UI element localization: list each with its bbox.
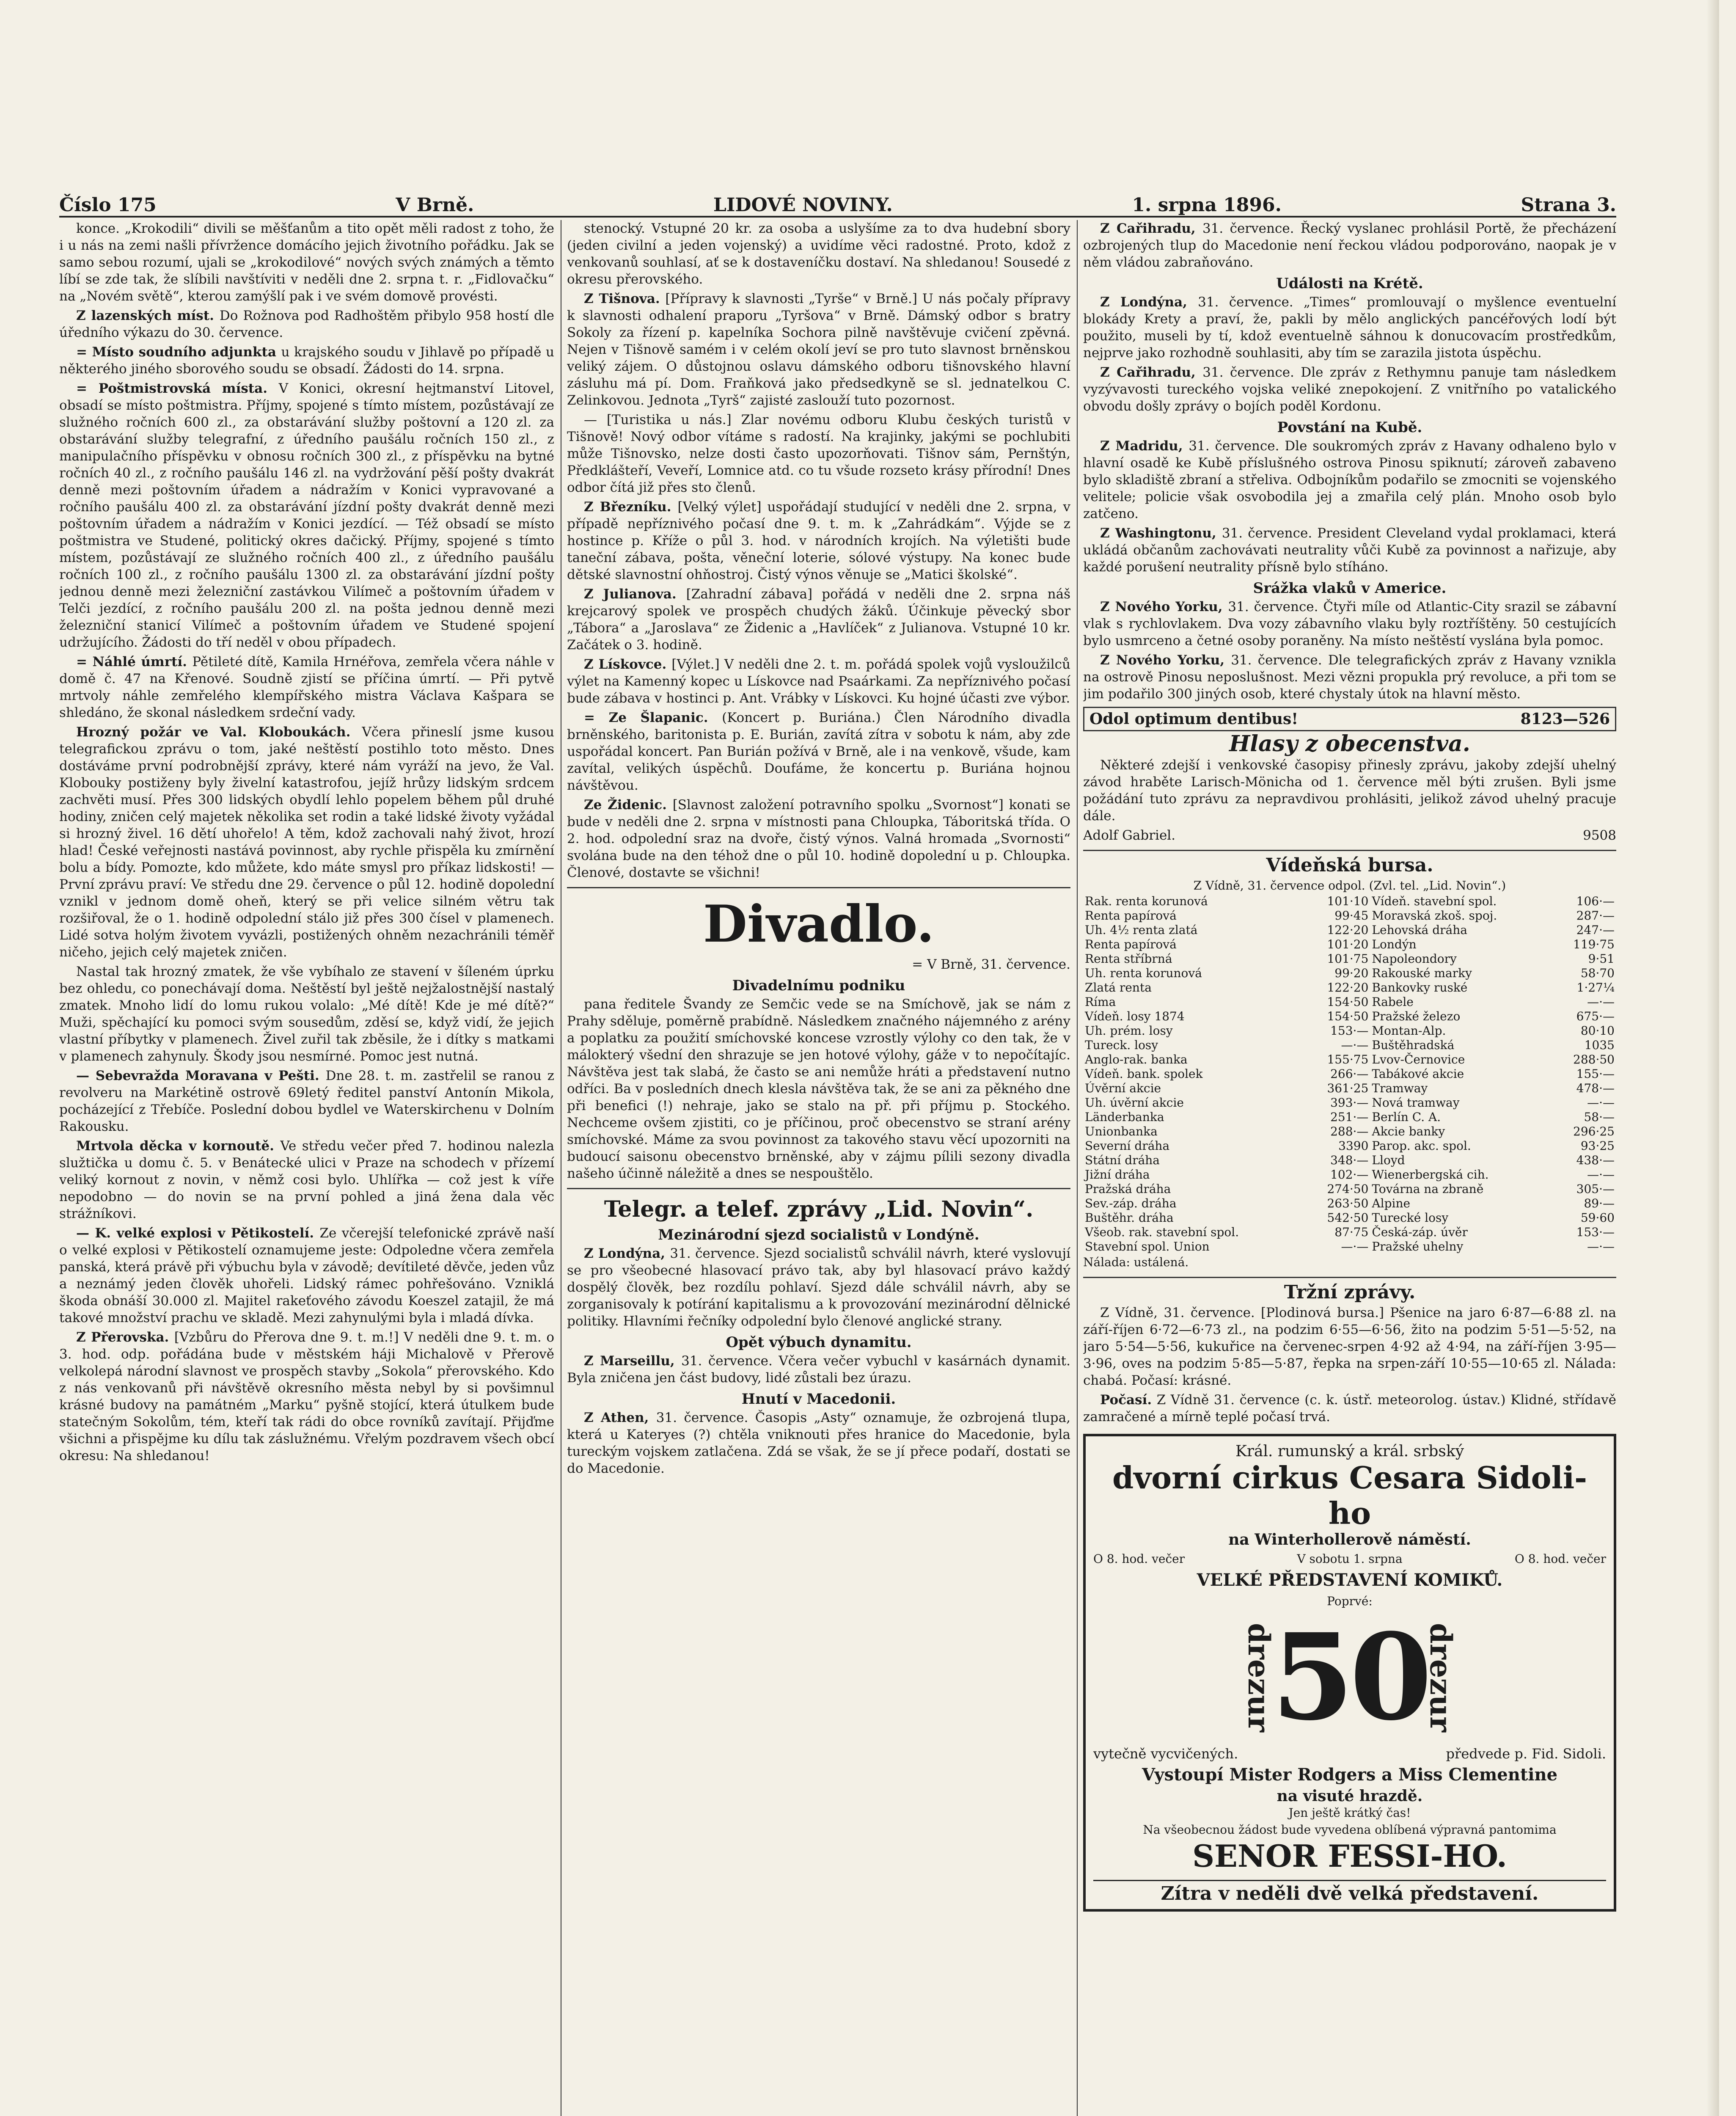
col1-article (59, 1138, 554, 1222)
col2-article (567, 411, 1070, 496)
bursa-row (1083, 1124, 1616, 1139)
telegr-item-dateline: Z Londýna, (584, 1246, 670, 1261)
col1-article-text: Nastal tak hrozný zmatek, že vše vybíhalo ze stavení v šíleném úprku bez ohledu, co ponechávají doma. Neštěstí byl ještě nejžalostnější nastalý zmatek. Mnoho lidí do lomu rukou volalo: „Mé dítě! Kde je mé dítě?“ Muži, spěchající ku pomoci svým sousedům, zděsí se, když vidí, že jejich vlastní příbytky v plamenech. Živel zuřil tak zběsile, že i dítky s matkami v plamenech zahynuly. Škody jsou nesmírné. Pomoc jest nutná. (59, 964, 554, 1064)
col1-article (59, 1329, 554, 1464)
bursa-name: Uh. úvěrní akcie (1085, 1096, 1184, 1110)
bursa-name: Severní dráha (1085, 1139, 1170, 1153)
page-edge (1706, 0, 1719, 2116)
circus-number: 50 (1271, 1608, 1428, 1747)
telegr-item (567, 1409, 1070, 1477)
col1-article-text: Do Rožnova pod Radhoštěm přibylo 958 hostí dle úředního výkazu do 30. července. (59, 308, 554, 340)
circus-caption-right: předvede p. Fid. Sidoli. (1446, 1746, 1606, 1762)
telegr-item-dateline: Z Athen, (584, 1410, 656, 1425)
page-number: Strana 3. (1521, 194, 1616, 216)
col2-article-heading: Z Julianova. (584, 587, 686, 602)
bursa-value: —·— (1587, 1096, 1615, 1110)
circus-trapeze: na visuté hrazdě. (1277, 1787, 1423, 1805)
col1-article-text: V Konici, okresní hejtmanství Litovel, obsadí se místo poštmistra. Příjmy, spojené s tímto místem, pozůstávají ze služného ročních 600 zl., za obstarávání služby poštovní a 120 zl. za obstarávání služby telegrafní, z úředního paušálu ročních 150 zl., z manipulačního příspěvku v obnosu ročních 300 zl., z příspěvku na bytné ročních 40 zl., z ročního paušálu 146 zl. na vydržování pěší pošty dvakrát denně mezi poštovním úřadem a nádražím v Konici vypravované a ročního paušálu 400 zl. za obstarávání jízdní pošty dvakrát denně mezi poštovním úřadem a nádražím v Konici jezdící. — Též obsadí se místo poštmistra ve Studené, politický okres dačický. Příjmy, spojené s tímto místem, pozůstávají ze služného ročních 400 zl., z úředního paušálu ročních 100 zl., z ročního paušálu 1300 zl. za obstarávání jízdní pošty jednou denně mezi železniční zastávkou Vilímeč a poštovním úřadem v Telči jezdící, z ročního paušálu 200 zl. na pošta jednou denně mezi železniční stanicí Vilímeč a poštovním úřadem ve Studené spojení udržujícího. Žádosti do tří neděl v obou případech. (59, 381, 554, 650)
col1-article-text: Ze včerejší telefonické zprávě naší o velké explosi v Pětikostelí oznamujeme jeste: Odpoledne včera zemřela panská, která právě při výbuchu byla v závodě; devítileté děvče, jeden vůz a neznámý jeden člověk uhořeli. Lidský rámec pohřešováno. Vzniklá škoda obnáší 30.000 zl. Majitel rakeťového závodu Koeszel zatajil, že má takové množství prachu ve skladě. Mezi zahynulými byla i mladá dívka. (59, 1226, 554, 1325)
page-header (59, 186, 1616, 218)
circus-senor: SENOR FESSI-HO. (1192, 1838, 1507, 1874)
odol-ad-text: Odol optimum dentibus! (1089, 710, 1299, 728)
col3-article-text: 31. července. Čtyři míle od Atlantic-City srazil se zábavní vlak s rychlovlakem. Dva vozy zábavního vlaku byly roztříštěny. 50 cestujících bylo usmrceno a četné osoby poraněny. Na místo neštěstí vyslána byla pomoc. (1083, 599, 1616, 648)
col3-article-heading: Z Nového Yorku, (1100, 653, 1231, 668)
telegr-item (567, 1353, 1070, 1386)
bursa-row (1083, 1038, 1616, 1052)
obecenstvo-number: 9508 (1583, 828, 1616, 843)
bursa-value: 675·— (1576, 1009, 1615, 1023)
bursa-name: Česká-záp. úvěr (1372, 1225, 1468, 1239)
col2-article (567, 586, 1070, 653)
col1-article-heading: Z Přerovska. (76, 1330, 174, 1345)
circus-caption (1093, 1745, 1606, 1762)
bursa-heading: Vídeňská bursa. (1266, 854, 1433, 876)
col3-article-heading: Z Londýna, (1100, 295, 1198, 310)
bursa-name: Ríma (1085, 995, 1116, 1009)
col2-article-heading: Ze Židenic. (584, 797, 673, 813)
bursa-name: Jižní dráha (1085, 1168, 1150, 1182)
circus-times (1093, 1551, 1606, 1568)
col2-article (567, 796, 1070, 881)
bursa-row (1083, 952, 1616, 966)
col2-article-text: (Koncert p. Buriána.) Člen Národního divadla brněnského, baritonista p. E. Burián, zavítá zítra v sobotu k nám, aby zde uspořádal koncert. Pan Burián požívá v Brně, ale i na venkově, všude, kam zavítal, velikých úspěchů. Doufáme, že koncertu p. Buriána hojnou návštěvou. (567, 710, 1070, 793)
col2-article-heading: Z Březníku. (584, 499, 678, 515)
col1-article (59, 653, 554, 721)
pocasi-text: Z Vídně 31. července (c. k. ústř. meteorolog. ústav.) Klidné, střídavě zamračené a mírně teplé počasí trvá. (1083, 1392, 1616, 1424)
bursa-value: 296·25 (1573, 1124, 1615, 1138)
col1-article (59, 724, 554, 961)
telegr-item-heading: Hnutí v Macedonii. (741, 1391, 896, 1408)
col2-article-text: [Přípravy k slavnosti „Tyrše“ v Brně.] U nás počaly přípravy k slavnosti odhalení praporu „Tyršova“ v Brně. Dámský odbor s bratry Sokoly za řízení p. kapelníka Sochora pilně navštěvuje cvičení zpěvná. Nejen v Tišnově samém i v celém okolí jeví se pro tuto slavnost brněnskou veliký zájem. O důstojnou oslavu dámského odboru tišnovského hlavní zásluhu má pí. Dom. Fraňková jako předsedkyně se sl. jednatelkou C. Zelinkovou. Jednota „Tyrš“ zajisté zaslouží tuto pozornost. (567, 291, 1070, 408)
bursa-name: Wienerbergská cih. (1372, 1168, 1489, 1182)
bursa-name: Tureck. losy (1085, 1038, 1158, 1052)
masthead-title: LIDOVÉ NOVINY. (713, 194, 893, 216)
bursa-value: 89·— (1584, 1196, 1615, 1210)
col2-article (567, 220, 1070, 288)
bursa-row (1083, 1211, 1616, 1225)
col2-article-text: — [Turistika u nás.] Zlar novému odboru Klubu českých turistů v Tišnově! Nový odbor vítáme s radostí. Na krajinky, jakými se pochlubiti může Tišnovsko, nelze dosti často upozorňovati. Tišnov sám, Pernštýn, Předklášteří, Veveří, Lomnice atd. co tu všude rozseto krásy přírodní! Dnes odbor čítá již přes sto členů. (567, 412, 1070, 495)
bursa-name: Lloyd (1372, 1153, 1405, 1167)
col3-article-heading: Z Cařihradu, (1100, 365, 1203, 380)
bursa-row (1083, 1024, 1616, 1038)
circus-act: Vystoupí Mister Rodgers a Miss Clementine (1142, 1765, 1558, 1785)
bursa-value: —·— (1587, 1240, 1615, 1254)
divadlo-dateline: = V Brně, 31. července. (912, 957, 1070, 972)
col1-article (59, 1067, 554, 1135)
bursa-value: 266·— (1330, 1067, 1369, 1081)
bursa-name: Buštěhr. dráha (1085, 1211, 1174, 1225)
bursa-name: Renta stříbrná (1085, 952, 1172, 966)
circus-caption-left: vytečně vycvičených. (1093, 1746, 1238, 1762)
column-rule-2 (1077, 220, 1078, 2116)
bursa-value: 155·75 (1327, 1052, 1369, 1066)
bursa-name: Pražské železo (1372, 1009, 1461, 1023)
bursa-row (1083, 1139, 1616, 1153)
circus-sunday: Zítra v neděli dvě velká představení. (1093, 1880, 1606, 1902)
col3-article-heading: Z Cařihradu, (1100, 221, 1202, 236)
obecenstvo-text: Některé zdejší i venkovské časopisy přinesly zprávu, jakoby zdejší uhelný závod hraběte Larisch-Mönicha od 1. července měl býti zrušen. Byli jsme požádání tuto zprávu za nepravdivou prohlásiti, jelikož závod uhelný pracuje dále. (1083, 758, 1616, 824)
bursa-name: Londýn (1372, 937, 1417, 951)
bursa-row (1083, 966, 1616, 981)
col3-section-heading: Srážka vlaků v Americe. (1253, 580, 1447, 597)
circus-ad (1083, 1434, 1616, 1912)
bursa-name: Alpine (1372, 1196, 1411, 1210)
bursa-value: 80·10 (1580, 1024, 1615, 1038)
bursa-name: Vídeň. losy 1874 (1085, 1009, 1185, 1023)
col2-article-text: [Zahradní zábava] pořádá v neděli dne 2. srpna náš krejcarový spolek ve prospěch chudých žáků. Účinkuje pěvecký sbor „Tábora“ a „Jaroslava“ ze Židenic a „Havlíček“ z Julianova. Vstupné 10 kr. Začátek o 3. hodině. (567, 587, 1070, 653)
col1-article-heading: = Poštmistrovská místa. (76, 381, 279, 396)
col2-article-text: [Velký výlet] uspořádají studující v neděli dne 2. srpna, v případě nepříznivého počasí dne 9. t. m. k „Zahrádkám“. Výjde se z hostince p. Kříže o půl 3. hod. v národních krojích. Na výletišti bude taneční zábava, pošta, věneční loterie, sólové výstupy. Na konec bude dětské slavnostní ohňostroj. Čistý výnos věnuje se „Matici školské“. (567, 499, 1070, 582)
bursa-value: 101·20 (1327, 937, 1369, 951)
bursa-value: —·— (1587, 995, 1615, 1009)
col2-article-heading: Z Lískovce. (584, 657, 672, 672)
circus-short-time: Jen ještě krátký čas! (1288, 1806, 1411, 1820)
bursa-row (1083, 1052, 1616, 1067)
bursa-name: Montan-Alp. (1372, 1024, 1446, 1038)
trzni-heading: Tržní zprávy. (1284, 1281, 1416, 1303)
bursa-row (1083, 1096, 1616, 1110)
circus-time-left: O 8. hod. večer (1093, 1552, 1185, 1566)
bursa-name: Nová tramway (1372, 1096, 1460, 1110)
obecenstvo-sign (1083, 827, 1616, 844)
bursa-value: 101·10 (1327, 894, 1369, 908)
bursa-row (1083, 1110, 1616, 1124)
bursa-row (1083, 1081, 1616, 1096)
circus-place: na Winterhollerově náměstí. (1228, 1531, 1471, 1548)
telegr-item-heading: Opět výbuch dynamitu. (726, 1334, 912, 1351)
bursa-name: Zlatá renta (1085, 981, 1152, 995)
col3-article-text: 31. července. Dle zpráv z Rethymnu panuje tam následkem vyzývavosti tureckého vojska veliké znepokojení. Z vnitřního po vatalického obvodu došly zprávy o bojích poděl Kordonu. (1083, 365, 1616, 414)
col1-article (59, 380, 554, 651)
col1-article-heading: Z lazenských míst. (76, 308, 220, 323)
bursa-row (1083, 1240, 1616, 1254)
col2-article (567, 656, 1070, 707)
bursa-row (1083, 923, 1616, 937)
circus-show: VELKÉ PŘEDSTAVENÍ KOMIKŮ. (1197, 1570, 1503, 1590)
bursa-name: Rabele (1372, 995, 1414, 1009)
bursa-name: Bankovky ruské (1372, 981, 1468, 995)
divadlo-subheading: Divadelnímu podniku (732, 977, 905, 994)
bursa-row (1083, 1225, 1616, 1240)
col2-article (567, 709, 1070, 794)
col3-section-heading: Události na Krétě. (1276, 275, 1423, 292)
col3-article (1083, 598, 1616, 649)
col1-article (59, 1225, 554, 1326)
separator (1083, 1277, 1616, 1278)
col1-article-heading: = Náhlé úmrtí. (76, 654, 193, 670)
col1-article-heading: Mrtvola děcka v kornoutě. (76, 1138, 281, 1154)
bursa-value: 263·50 (1327, 1196, 1369, 1210)
bursa-row (1083, 937, 1616, 952)
bursa-name: Turecké losy (1372, 1211, 1449, 1225)
bursa-name: Pražská dráha (1085, 1182, 1171, 1196)
bursa-value: 99·45 (1334, 909, 1369, 923)
bursa-row (1083, 1182, 1616, 1196)
col3-article-text: 31. července. President Cleveland vydal proklamaci, která ukládá občanům zachovávati neutrality vůči Kubě za povinnost a nařizuje, aby každé porušení neutrality přísně bylo stíháno. (1083, 526, 1616, 575)
bursa-value: 58·— (1584, 1110, 1615, 1124)
bursa-name: Sev.-záp. dráha (1085, 1196, 1177, 1210)
bursa-value: 154·50 (1327, 1009, 1369, 1023)
bursa-value: —·— (1341, 1038, 1369, 1052)
bursa-value: 288·— (1330, 1124, 1369, 1138)
bursa-value: 305·— (1576, 1182, 1615, 1196)
bursa-row (1083, 894, 1616, 909)
obecenstvo-heading: Hlasy z obecenstva. (1229, 731, 1470, 757)
col1-article-text: [Vzbůru do Přerova dne 9. t. m.!] V neděli dne 9. t. m. o 3. hod. odp. pořádána bude v městském háji Michalově v Přerově velkolepá národní slavnost ve prospěch stavby „Sokola“ přerovského. Kdo z nás venkovanů při návštěvě okresního města nebyl by si povšimnul krásné budovy na památném „Marku“ pyšně stojící, která útulkem bude statečným Sokolům, tém, kteří tak rádi do obce rovníků zavítají. Přijďme všichni a přispějme ku dílu tak záslužnému. Vřelým pozdravem všech obcí okresu: Na shledanou! (59, 1330, 554, 1463)
column-2 (567, 220, 1070, 2116)
column-1 (59, 220, 554, 2116)
col1-article (59, 307, 554, 341)
trzni-text: Z Vídně, 31. července. [Plodinová bursa.] Pšenice na jaro 6·87—6·88 zl. na září-říjen 6·72—6·73 zl., na podzim 6·55—6·56, žito na podzim 5·51—5·52, na jaro 5·54—5·56, kukuřice na červenec-srpen 4·92 až 4·94, na září-říjen 3·95—3·96, oves na podzim 5·85—5·87, řepka na srpen-září 10·55—10·65 zl. Nálada: chabá. Počasí: krásné. (1083, 1305, 1616, 1388)
separator (567, 1188, 1070, 1189)
bursa-name: Buštěhradská (1372, 1038, 1455, 1052)
bursa-value: 1·27¼ (1576, 981, 1615, 995)
col3-article (1083, 525, 1616, 576)
bursa-value: 247·— (1576, 923, 1615, 937)
odol-ad (1083, 707, 1616, 731)
bursa-value: 438·— (1576, 1153, 1615, 1167)
bursa-value: 119·75 (1573, 937, 1615, 951)
telegr-item-heading: Mezinárodní sjezd socialistů v Londýně. (658, 1226, 979, 1243)
bursa-name: Anglo-rak. banka (1085, 1052, 1188, 1066)
col1-article-text: Pětileté dítě, Kamila Hrnéřova, zemřela včera náhle v domě č. 47 na Křenové. Soudně zjistí se příčina úmrtí. — Při pytvě mrtvoly náhle zemřelého klempířského mistra Václava Kašpara se shledáno, že skonal následkem srdeční vady. (59, 654, 554, 720)
issue-number: Číslo 175 (59, 194, 157, 216)
bursa-name: Renta papírová (1085, 937, 1177, 951)
bursa-name: Vídeň. stavební spol. (1372, 894, 1497, 908)
col1-article (59, 963, 554, 1065)
col3-article-text: 31. července. „Times“ promlouvají o myšlence eventuelní blokády Krety a praví, že, pakli by mělo anglických pancéřových lodí být použito, museli by tí, kdož eventuelně sáhnou k donucovacím prostředkům, nejprve jako rozhodně souhlasiti, aby tím se zarazila jistota úspěchu. (1083, 295, 1616, 361)
bursa-name: Úvěrní akcie (1085, 1081, 1161, 1095)
bursa-row (1083, 995, 1616, 1009)
circus-time-right: O 8. hod. večer (1514, 1552, 1606, 1566)
bursa-row (1083, 1153, 1616, 1168)
circus-side-right: drezur (1423, 1623, 1458, 1732)
bursa-name: Uh. 4½ renta zlatá (1085, 923, 1198, 937)
bursa-name: Berlín C. A. (1372, 1110, 1441, 1124)
bursa-name: Renta papírová (1085, 909, 1177, 923)
col2-article (567, 290, 1070, 409)
col2-article (567, 499, 1070, 583)
circus-fifty (1093, 1608, 1606, 1747)
col3-article (1083, 294, 1616, 361)
bursa-value: 3390 (1338, 1139, 1369, 1153)
bursa-value: 1035 (1584, 1038, 1615, 1052)
col3-article (1083, 652, 1616, 703)
bursa-name: Tramway (1372, 1081, 1428, 1095)
bursa-value: 102·— (1330, 1168, 1369, 1182)
bursa-value: 106·— (1576, 894, 1615, 908)
bursa-name: Lehovská dráha (1372, 923, 1467, 937)
bursa-row (1083, 1067, 1616, 1081)
bursa-value: 251·— (1330, 1110, 1369, 1124)
bursa-value: 153·— (1330, 1024, 1369, 1038)
telegr-item-text: 31. července. Včera večer vybuchl v kasárnách dynamit. Byla zničena jen část budovy, lidé zůstali bez úrazu. (567, 1353, 1070, 1386)
telegr-item-dateline: Z Marseillu, (584, 1353, 682, 1369)
bursa-value: 393·— (1330, 1096, 1369, 1110)
bursa-dateline: Z Vídně, 31. července odpol. (Zvl. tel. „Lid. Novin“.) (1193, 879, 1506, 893)
bursa-name: Všeob. rak. stavební spol. (1085, 1225, 1239, 1239)
telegr-item-text: 31. července. Časopis „Asty“ oznamuje, že ozbrojená tlupa, která u Kateryes (?) chtěla vniknouti přes hranice do Macedonie, byla tureckým vojskem zatlačena. Zdá se však, že se jí přece podaří, dostati se do Macedonie. (567, 1410, 1070, 1476)
col3-article (1083, 438, 1616, 522)
bursa-value: —·— (1341, 1240, 1369, 1254)
circus-time-center: V sobotu 1. srpna (1297, 1552, 1403, 1566)
separator (567, 887, 1070, 888)
bursa-value: 155·— (1576, 1067, 1615, 1081)
issue-date: 1. srpna 1896. (1132, 194, 1282, 216)
col1-article-heading: Hrozný požár ve Val. Kloboukách. (76, 725, 362, 740)
col1-article-heading: — Sebevražda Moravana v Pešti. (76, 1068, 326, 1083)
bursa-name: Stavební spol. Union (1085, 1240, 1210, 1254)
separator (1083, 850, 1616, 851)
telegr-heading: Telegr. a telef. zprávy „Lid. Novin“. (604, 1196, 1034, 1222)
bursa-value: 542·50 (1327, 1211, 1369, 1225)
bursa-value: 288·50 (1573, 1052, 1615, 1066)
bursa-row (1083, 1168, 1616, 1182)
col3-article (1083, 220, 1616, 271)
telegr-item-text: 31. července. Sjezd socialistů schválil návrh, které vyslovují se pro všeobecné hlasovací právo tak, aby byl hlasovací právo každý dospělý člověk, bez rozdílu pohlaví. Sjezd dále schválil návrh, aby se zorganisovaly k potírání kapitalismu a k provozování mezinárodní dělnické politiky. Hlavními řečníky odpolední bylo členové anglické strany. (567, 1246, 1070, 1329)
col1-article-text: konce. „Krokodili“ divili se měšťanům a tito opět měli radost z toho, že i u nás na zemi našli přívržence domácího jejich životního pořádku. Jak se samo sebou rozumí, ujali se „krokodilové“ nových svých známých a těmto líbí se zde tak, že slíbili navštíviti v neděli dne 2. srpna t. r. „Fidlovačku“ na „Novém světě“, kterou zamýšlí pak i ve svém domově provésti. (59, 221, 554, 304)
bursa-name: Napoleondory (1372, 952, 1457, 966)
col3-article-heading: Z Nového Yorku, (1100, 599, 1228, 614)
bursa-name: Továrna na zbraně (1372, 1182, 1484, 1196)
bursa-table (1083, 894, 1616, 1254)
col2-article-text: [Slavnost založení potravního spolku „Svornost“] konati se bude v neděli dne 2. srpna v místnosti pana Chloupka, Táboritská třída. O 2. hod. odpolední sraz na dvoře, čistý výnos. Valná hromada „Svornosti“ svolána bude na den téhož dne o půl 10. hodině dopolední u p. Chloupka. Členové, dostavte se všichni! (567, 797, 1070, 880)
bursa-value: 99·20 (1334, 966, 1369, 980)
col3-section-heading: Povstání na Kubě. (1277, 419, 1422, 436)
bursa-row (1083, 1009, 1616, 1024)
bursa-name: Lvov-Černovice (1372, 1052, 1465, 1066)
bursa-name: Vídeň. bank. spolek (1085, 1067, 1203, 1081)
col1-article (59, 344, 554, 377)
circus-title: dvorní cirkus Cesara Sidoli-ho (1112, 1460, 1587, 1531)
place: V Brně. (396, 194, 474, 216)
col3-article-heading: Z Madridu, (1100, 438, 1189, 454)
divadlo-text: pana ředitele Švandy ze Semčic vede se na Smíchově, jak se nám z Prahy sděluje, poměrně prabídně. Následkem značného nájemného z arény a poplatku za použití smíchovské koncese vzrostly výlohy co den tak, že v málokterý všední den shrazuje se jen hotové výlohy, gáže v to nepočítajíc. Návštěva jest tak slabá, že často se ani nemůže hráti a představení nutno odříci. Ba v posledních dnech klesla návštěva tak, že se ani za pěkného dne při benefici (!) nehraje, jako se stalo na př. při příjmu p. Stockého. Nechceme ovšem zjistiti, co je příčinou, proč obecenstvo se straní arény smíchovské. Máme za svou povinnost za takového stavu věcí upozorniti na budoucí saisonu obecenstvo brněnské, aby v zájmu pílili sezony divadla našeho účinně náležitě a dnes se nespouštělo. (567, 997, 1070, 1181)
bursa-value: 361·25 (1327, 1081, 1369, 1095)
pocasi-heading: Počasí. (1100, 1392, 1152, 1408)
divadlo-heading: Divadlo. (703, 894, 935, 954)
bursa-name: Rak. renta korunová (1085, 894, 1208, 908)
odol-ad-number: 8123—526 (1520, 710, 1610, 728)
col3-article-text: 31. července. Dle telegrafických zpráv z Havany vznikla na ostrově Pinosu neposlušnost. Mezi vězni propukla prý revoluce, a při tom se jim podařilo 300 jiných osob, které chystaly útok na hlavní město. (1083, 653, 1616, 702)
obecenstvo-signature: Adolf Gabriel. (1083, 828, 1176, 843)
bursa-value: 348·— (1330, 1153, 1369, 1167)
bursa-name: Parop. akc. spol. (1372, 1139, 1471, 1153)
col1-article-heading: = Místo soudního adjunkta (76, 344, 281, 360)
bursa-value: 478·— (1576, 1081, 1615, 1095)
bursa-value: 287·— (1576, 909, 1615, 923)
col2-article-text: stenocký. Vstupné 20 kr. za osoba a uslyšíme za to dva hudební sbory (jeden civilní a jeden vojenský) a uvidíme věci radostné. Proto, kdož z venkovanů souhlasí, ať se k dostaveníčku dostaví. Na shledanou! Sousedé z okresu přerovského. (567, 221, 1070, 287)
circus-line1: Král. rumunský a král. srbský (1235, 1443, 1464, 1460)
bursa-name: Uh. renta korunová (1085, 966, 1202, 980)
bursa-name: Uh. prém. losy (1085, 1024, 1173, 1038)
col1-article-text: u krajského soudu v Jihlavě po případě u některého jiného sborového soudu se obsadí. Žádosti do 14. srpna. (59, 344, 554, 377)
bursa-name: Akcie banky (1372, 1124, 1445, 1138)
telegr-item (567, 1245, 1070, 1330)
bursa-value: 153·— (1576, 1225, 1615, 1239)
bursa-value: 87·75 (1334, 1225, 1369, 1239)
bursa-name: Länderbanka (1085, 1110, 1164, 1124)
bursa-value: 59·60 (1580, 1211, 1615, 1225)
bursa-value: 274·50 (1327, 1182, 1369, 1196)
bursa-row (1083, 1196, 1616, 1211)
circus-pantomime: Na všeobecnou žádost bude vyvedena oblíbená výpravná pantomima (1143, 1823, 1557, 1837)
column-3 (1083, 220, 1616, 2116)
bursa-name: Pražské uhelny (1372, 1240, 1464, 1254)
bursa-value: 101·75 (1327, 952, 1369, 966)
bursa-value: 9·51 (1588, 952, 1615, 966)
col1-article-heading: — K. velké explosi v Pětikostelí. (76, 1226, 320, 1241)
bursa-value: 93·25 (1580, 1139, 1615, 1153)
bursa-value: 122·20 (1327, 981, 1369, 995)
col1-article-text: Včera přineslí jsme kusou telegrafickou zprávu o tom, jaké neštěstí postihlo toto město. Dnes dostáváme první podrobnější zprávy, které nám vyráží na jevo, že Val. Klobouky postiženy byly živelní katastrofou, jejíž hrůzy lidským srdcem zachvěti musí. Přes 300 lidských obydlí lehlo popelem během půl druhé hodiny, zničen celý majetek několika set rodin a také lidské životy vyžádal si hrozný živel. 16 dětí uhořelo! A těm, kdož zachovali nahý život, hrozí hlad! České veřejnosti nastává povinnost, aby rychle přispěla ku zmírnění bolu a bídy. Pomozte, kdo můžete, kdo máte smysl pro příkaz lidskosti! — První zprávu praví: Ve středu dne 29. července o půl 12. hodině dopolední vznikl v jednom domě oheň, který se při velice silném větru tak rozšiřoval, že o 1. hodině odpolední stálo již přes 300 čísel v plamenech. Lidé sotva holým životem vyvázli, postižených ohněm nezachránili téměř ničeho, jejich celý majetek zničen. (59, 725, 554, 960)
bursa-name: Státní dráha (1085, 1153, 1160, 1167)
bursa-row (1083, 909, 1616, 923)
bursa-note: Nálada: ustálená. (1083, 1255, 1189, 1269)
bursa-name: Unionbanka (1085, 1124, 1158, 1138)
circus-side-left: drezur (1241, 1623, 1277, 1732)
bursa-row (1083, 981, 1616, 995)
bursa-name: Tabákové akcie (1372, 1067, 1464, 1081)
col3-article-text: 31. července. Dle soukromých zpráv z Havany odhaleno bylo v hlavní osadě ke Kubě příslušného ostrova Pinosu spiknutí; zároveň zabaveno bylo skladiště zbraní a střeliva. Odbojníkům podařilo se zmocniti se vojenského velitele; policie však osvobodila jej a zmařila celý plán. Mnoho osob bylo zatčeno. (1083, 438, 1616, 521)
bursa-value: 154·50 (1327, 995, 1369, 1009)
col2-article-text: [Výlet.] V neděli dne 2. t. m. pořádá spolek vojů vysloužilců výlet na Kamenný kopec u Lískovce nad Psaárkami. Za nepříznivého počasí bude zábava v hostinci p. Ant. Vrábky v Lískovci. Ku hojné účasti zve výbor. (567, 657, 1070, 706)
bursa-value: —·— (1587, 1168, 1615, 1182)
bursa-value: 58·70 (1580, 966, 1615, 980)
col2-article-heading: Z Tišnova. (584, 291, 666, 306)
col3-article-text: 31. července. Řecký vyslanec prohlásil Portě, že přecházení ozbrojených tlup do Macedonie není řeckou vládou podporováno, naopak je v něm vládou zabraňováno. (1083, 221, 1616, 270)
col2-article-heading: = Ze Šlapanic. (584, 710, 722, 725)
bursa-name: Rakouské marky (1372, 966, 1472, 980)
col1-article (59, 220, 554, 305)
bursa-value: 122·20 (1327, 923, 1369, 937)
col3-article (1083, 364, 1616, 415)
col3-article-heading: Z Washingtonu, (1100, 526, 1222, 541)
col1-article-text: Ve středu večer před 7. hodinou nalezla služtička u domu č. 5. v Benátecké ulici v Praze na schodech v přízemí veliký kornout z novin, v němž cosi bylo. Uhlířka — což jest k víře nepodobno — do novin se na první pohled a jiná žena dala věc strážníkovi. (59, 1138, 554, 1221)
bursa-name: Moravská zkoš. spoj. (1372, 909, 1497, 923)
circus-first: Poprvé: (1327, 1594, 1373, 1608)
col1-article-text: Dne 28. t. m. zastřelil se ranou z revolveru na Markétině ostrově 69letý ředitel panství Antonín Mikola, pocházející z Třebíče. Poslední dobou bydlel ve Waterskirchenu v Dolním Rakousku. (59, 1068, 554, 1134)
